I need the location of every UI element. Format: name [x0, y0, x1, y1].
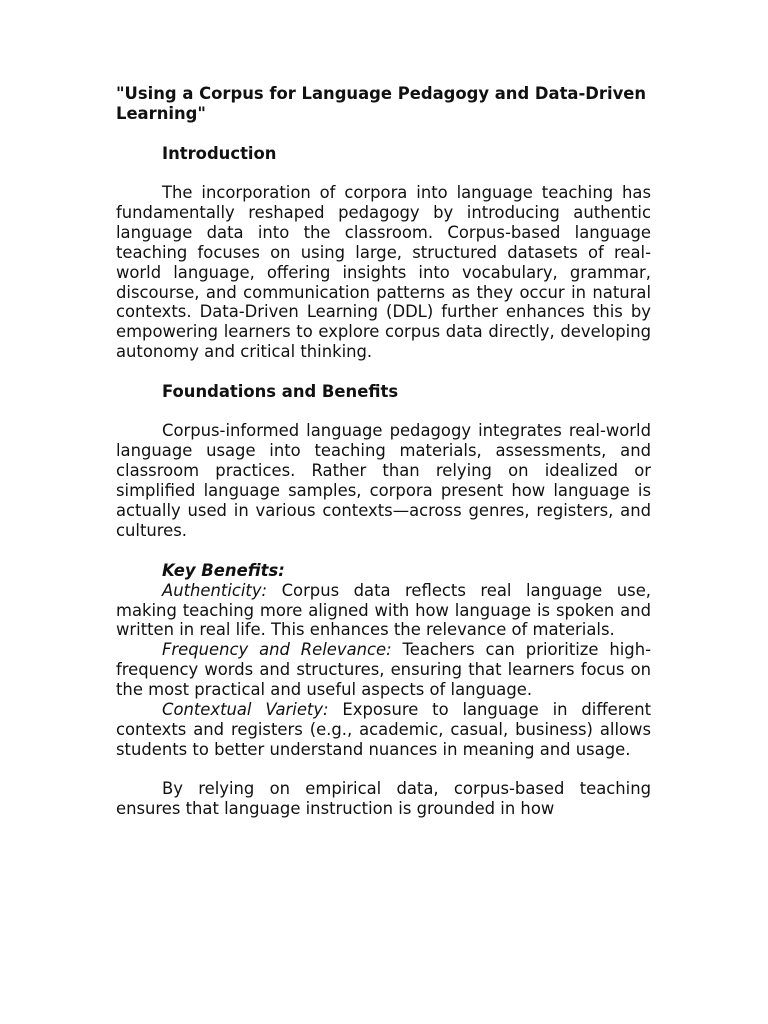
- benefit-text: Exposure to language in different contexts and registers (e.g., academic, casual, business) allows students to better understand nuances in meaning and usage.: [116, 700, 652, 759]
- benefit-text: Teachers can prioritize high-frequency words and structures, ensuring that learners focus on the most practical and useful aspects of language.: [116, 640, 651, 700]
- foundations-paragraph: Corpus-informed language pedagogy integrates real-world language usage into teaching materials, assessments, and classroom practices. Rather than relying on idealized or simplified language samples, corpora present how language is actually used in various contexts—across genres, registers, and cultures.: [116, 421, 651, 540]
- benefit-text: Corpus data reflects real language use, making teaching more aligned with how language is spoken and written in real life. This enhances the relevance of materials.: [116, 580, 651, 640]
- benefit-term: Authenticity:: [162, 580, 268, 600]
- closing-paragraph: By relying on empirical data, corpus-based teaching ensures that language instruction is grounded in how: [116, 778, 651, 818]
- key-benefits-heading: Key Benefits:: [162, 560, 285, 580]
- benefit-item-frequency: [116, 640, 651, 700]
- benefit-item-context: [116, 700, 651, 760]
- introduction-heading: Introduction: [162, 144, 277, 163]
- benefit-term: Frequency and Relevance:: [162, 640, 392, 660]
- document-title: "Using a Corpus for Language Pedagogy and Data-Driven Learning": [116, 84, 647, 123]
- benefit-term: Contextual Variety:: [162, 700, 329, 720]
- foundations-heading: Foundations and Benefits: [162, 382, 399, 402]
- benefit-item-authenticity: [116, 581, 651, 641]
- document-page: [116, 84, 651, 819]
- introduction-paragraph: The incorporation of corpora into language teaching has fundamentally reshaped pedagogy by introducing authentic language data into the classroom. Corpus-based language teaching focuses on using large, structured datasets of real-world language, offering insights into vocabulary, grammar, discourse, and communication patterns as they occur in natural contexts. Data-Driven Learning (DDL) further enhances this by empowering learners to explore corpus data directly, developing autonomy and critical thinking.: [116, 183, 651, 362]
